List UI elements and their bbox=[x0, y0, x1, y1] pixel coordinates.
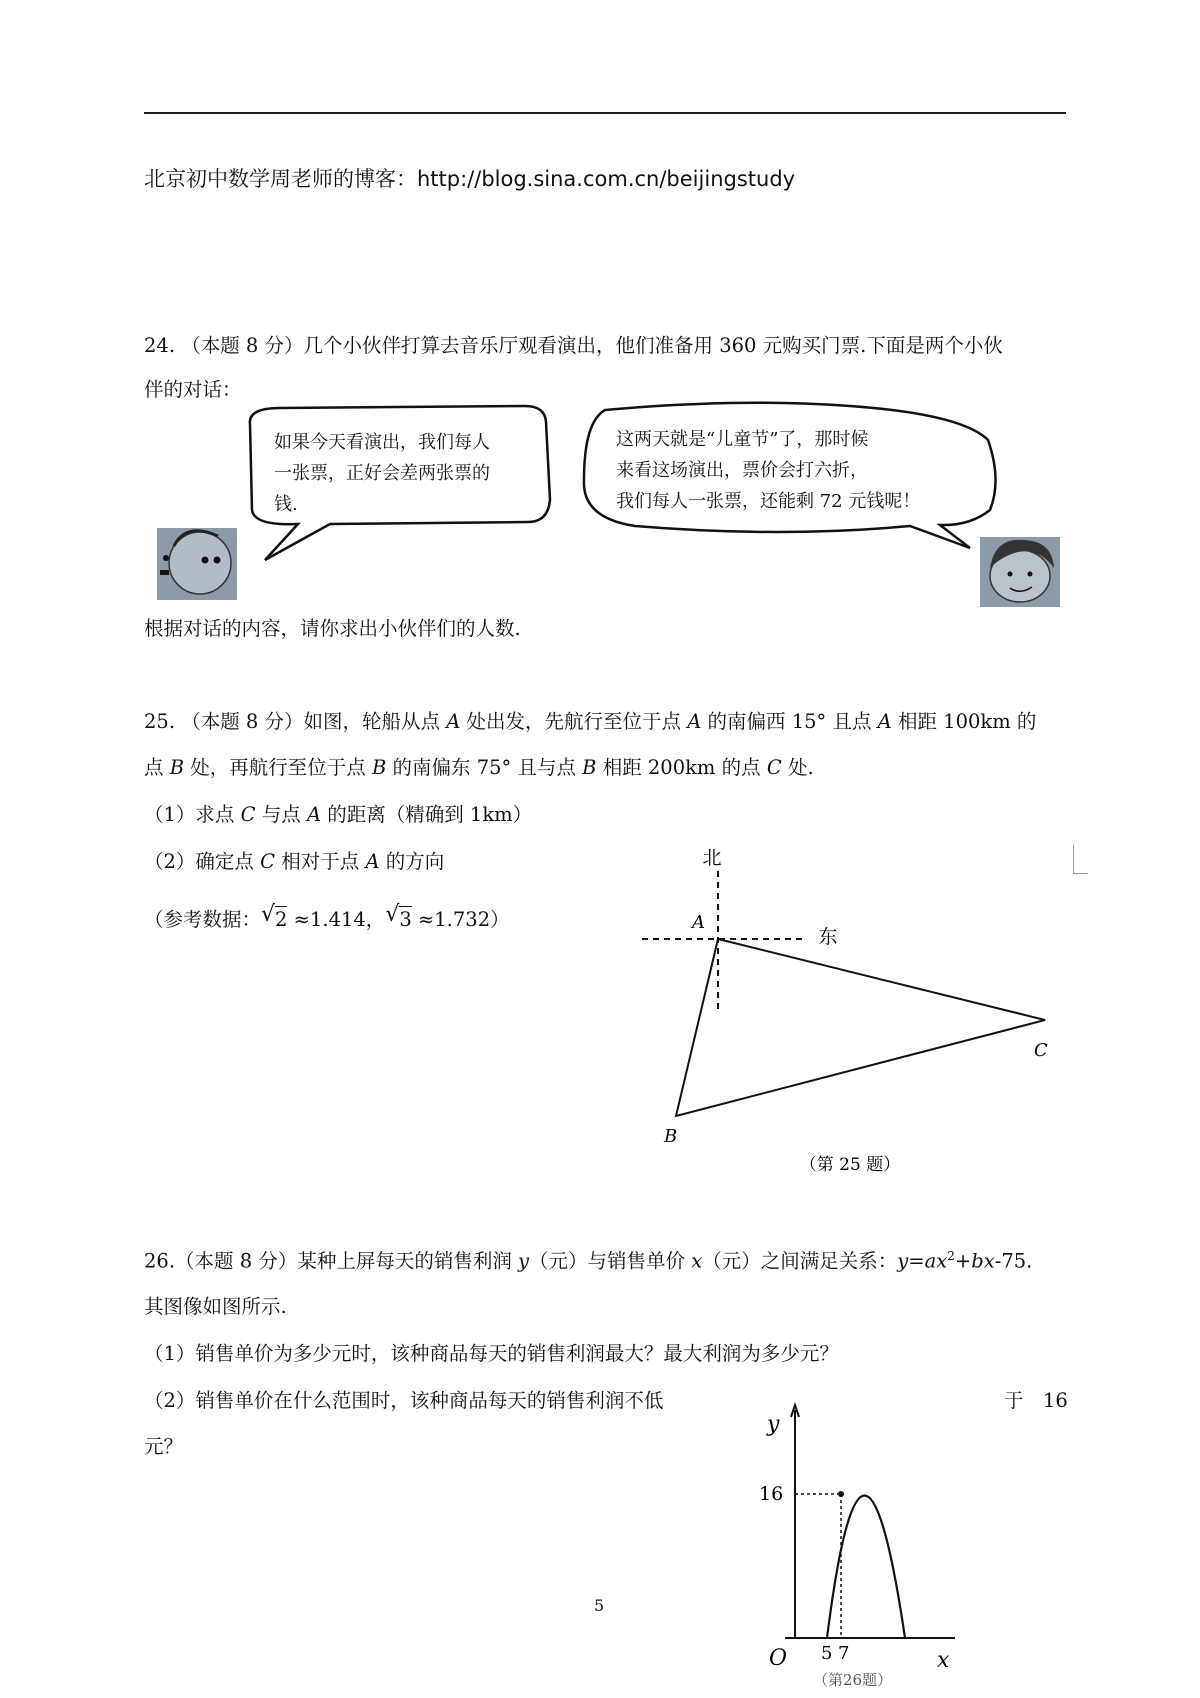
point-a-label: A bbox=[692, 912, 705, 933]
q26-caption: （第26题） bbox=[813, 1671, 893, 1689]
q25-reference-data: （参考数据： √ 2 ≈1.414， √ 3 ≈1.732） bbox=[144, 902, 510, 931]
origin-label: O bbox=[769, 1646, 788, 1671]
y-tick-16: 16 bbox=[759, 1483, 784, 1505]
parabola-curve bbox=[827, 1496, 905, 1639]
q26-sub1: （1）销售单价为多少元时，该种商品每天的销售利润最大？最大利润为多少元？ bbox=[144, 1342, 839, 1365]
q25-sub1: （1）求点 C 与点 A 的距离（精确到 1km） bbox=[144, 803, 533, 826]
x-tick-7: 7 bbox=[838, 1643, 850, 1664]
right-bubble-text bbox=[616, 424, 920, 517]
header-blog-link[interactable]: 北京初中数学周老师的博客：http://blog.sina.com.cn/beijingstudy bbox=[144, 167, 796, 191]
q26-sub2-right: 于 16 bbox=[1004, 1389, 1068, 1412]
page-number: 5 bbox=[594, 1596, 605, 1615]
q25-sub2: （2）确定点 C 相对于点 A 的方向 bbox=[144, 850, 445, 873]
north-label: 北 bbox=[702, 847, 722, 869]
q25-caption: （第 25 题） bbox=[799, 1155, 901, 1175]
header-rule bbox=[144, 112, 1066, 114]
q26-sub2-end: 元？ bbox=[144, 1435, 184, 1458]
left-bubble-line: 一张票，正好会差两张票的 bbox=[274, 463, 490, 484]
q25-line2: 点 B 处，再航行至位于点 B 的南偏东 75° 且与点 B 相距 200km 的点 C 处. bbox=[144, 756, 814, 779]
left-bubble-line: 如果今天看演出，我们每人 bbox=[274, 432, 490, 453]
point-7-16 bbox=[838, 1491, 844, 1497]
q26-sub2-left: （2）销售单价在什么范围时，该种商品每天的销售利润不低 bbox=[144, 1389, 664, 1412]
left-bubble-text bbox=[274, 427, 490, 520]
q25-figure bbox=[630, 840, 1050, 1190]
left-kid-face-icon bbox=[157, 528, 237, 600]
right-kid-face-icon bbox=[980, 537, 1060, 607]
triangle-abc bbox=[676, 939, 1045, 1116]
q26-line2: 其图像如图所示. bbox=[144, 1295, 287, 1318]
east-label: 东 bbox=[818, 926, 838, 948]
right-bubble-line: 我们每人一张票，还能剩 72 元钱呢！ bbox=[616, 491, 921, 512]
x-tick-5: 5 bbox=[821, 1643, 833, 1664]
q24-line2: 伴的对话： bbox=[144, 378, 242, 401]
q25-line1: 25. （本题 8 分）如图，轮船从点 A 处出发，先航行至位于点 A 的南偏西 15° 且点 A 相距 100km 的 bbox=[144, 710, 1037, 733]
x-axis-label: x bbox=[937, 1648, 950, 1673]
right-bubble-line: 这两天就是“儿童节”了，那时候 bbox=[616, 429, 869, 450]
q26-line1: 26.（本题 8 分）某种上屏每天的销售利润 y（元）与销售单价 x（元）之间满足关系：$y=ax^2+bx-75$. bbox=[144, 1249, 1033, 1273]
q24-question: 根据对话的内容，请你求出小伙伴们的人数. bbox=[144, 617, 521, 640]
q24-line1: 24. （本题 8 分）几个小伙伴打算去音乐厅观看演出，他们准备用 360 元购买门票.下面是两个小伙 bbox=[144, 334, 1003, 357]
margin-mark bbox=[1073, 845, 1088, 874]
point-b-label: B bbox=[664, 1126, 678, 1147]
left-bubble-line: 钱. bbox=[274, 494, 298, 515]
q26-parabola-figure bbox=[745, 1395, 975, 1695]
point-c-label: C bbox=[1034, 1040, 1048, 1061]
y-axis-label: y bbox=[767, 1412, 780, 1437]
right-bubble-line: 来看这场演出，票价会打六折， bbox=[616, 460, 868, 481]
